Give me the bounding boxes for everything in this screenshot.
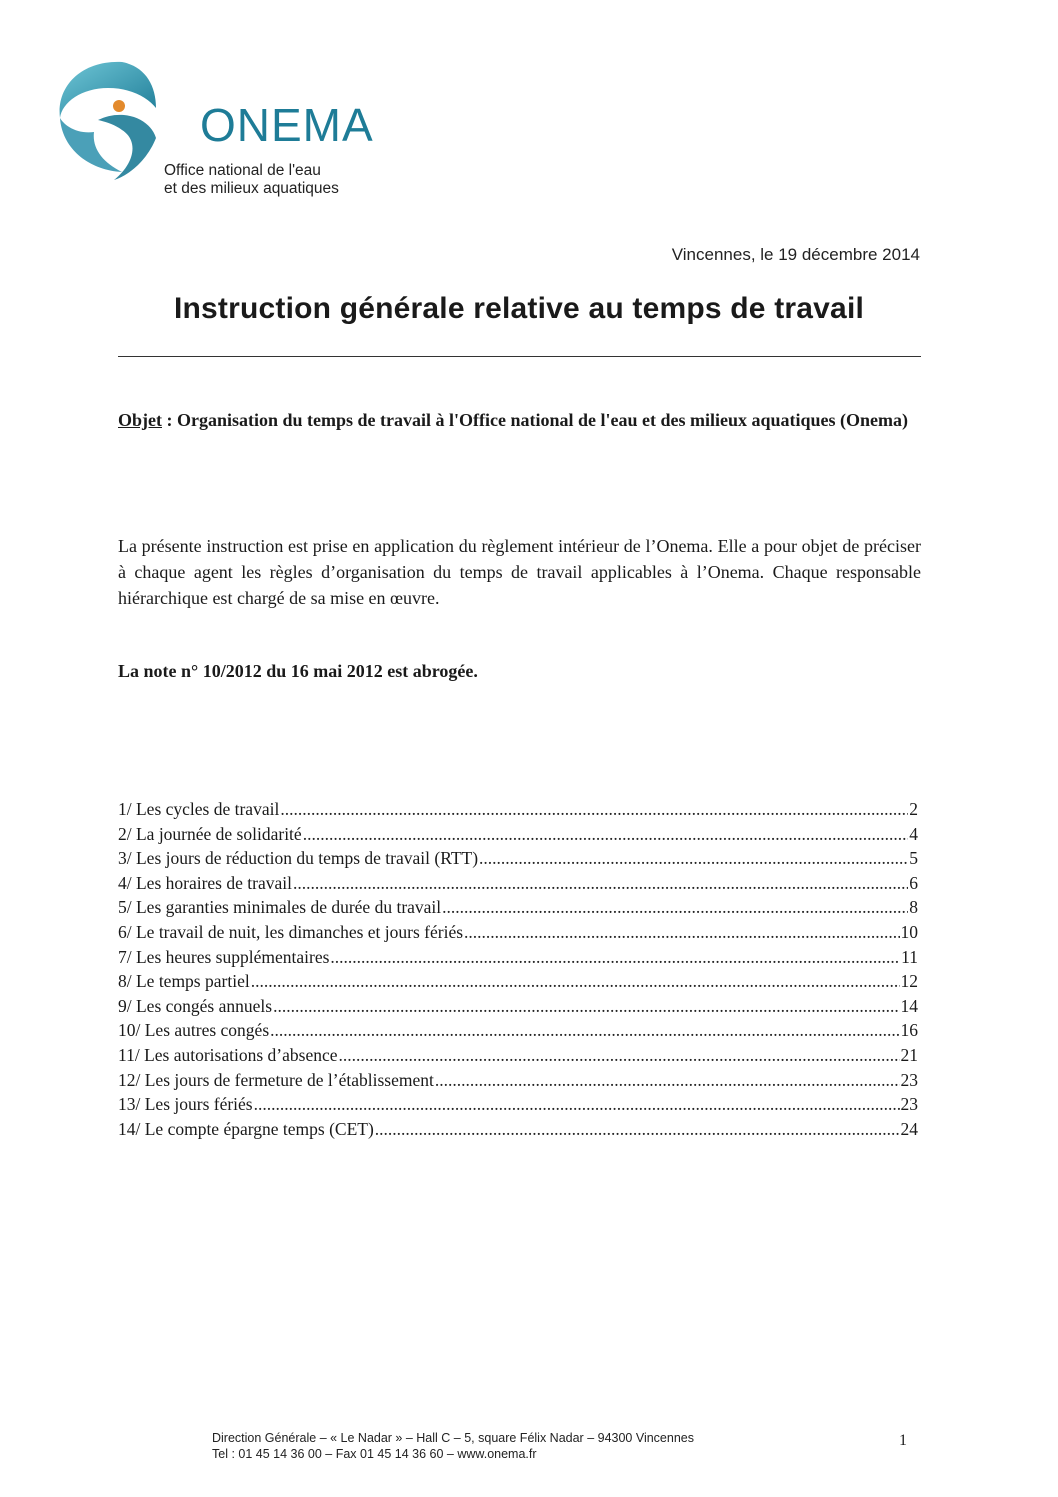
toc-leader-dots (293, 871, 908, 896)
toc-item-title: 3/ Les jours de réduction du temps de travail (RTT) (118, 848, 479, 869)
document-title: Instruction générale relative au temps de travail (173, 292, 865, 325)
toc-item-page: 10 (900, 921, 918, 942)
toc-leader-dots (280, 797, 908, 822)
toc-item-title: 14/ Le compte épargne temps (CET) (118, 1118, 374, 1139)
toc-item-title: 13/ Les jours fériés (118, 1094, 253, 1115)
footer-line-1: Direction Générale – « Le Nadar » – Hall C – 5, square Félix Nadar – 94300 Vincennes (212, 1431, 694, 1445)
toc-item (118, 994, 918, 1019)
toc-item-title: 10/ Les autres congés (118, 1020, 270, 1041)
title-divider (118, 356, 921, 357)
toc-item (118, 822, 918, 847)
toc-item (118, 1068, 918, 1093)
toc-item-page: 24 (900, 1118, 918, 1139)
toc-item-page: 23 (900, 1094, 918, 1115)
onema-logo (52, 58, 382, 198)
footer-address (212, 1430, 694, 1462)
toc-item-title: 5/ Les garanties minimales de durée du travail (118, 897, 442, 918)
toc-item (118, 871, 918, 896)
toc-leader-dots (330, 945, 900, 970)
toc-item-page: 16 (900, 1020, 918, 1041)
page-number: 1 (899, 1432, 907, 1449)
toc-item-title: 12/ Les jours de fermeture de l’établissement (118, 1069, 434, 1090)
toc-leader-dots (254, 1092, 900, 1117)
toc-item-title: 6/ Le travail de nuit, les dimanches et jours fériés (118, 921, 464, 942)
date-line: Vincennes, le 19 décembre 2014 (671, 245, 920, 264)
toc-leader-dots (375, 1117, 900, 1142)
toc-item-title: 1/ Les cycles de travail (118, 799, 280, 819)
toc-item-page: 14 (900, 995, 918, 1016)
toc-leader-dots (339, 1043, 900, 1068)
toc-item-page: 12 (900, 971, 918, 992)
toc-item-page: 23 (900, 1069, 918, 1090)
toc-item-page: 4 (909, 823, 918, 844)
toc-item-title: 9/ Les congés annuels (118, 995, 273, 1016)
table-of-contents (118, 797, 918, 1141)
toc-item (118, 1092, 918, 1117)
toc-leader-dots (442, 895, 908, 920)
toc-item-page: 2 (909, 799, 918, 819)
toc-item (118, 1043, 918, 1068)
toc-item-page: 5 (909, 848, 918, 869)
logo-subtitle-line-1: Office national de l'eau (164, 162, 321, 179)
logo-wordmark: ONEMA (200, 99, 374, 151)
toc-item-page: 21 (900, 1044, 918, 1065)
footer-line-2: Tel : 01 45 14 36 00 – Fax 01 45 14 36 60 – www.onema.fr (212, 1447, 537, 1461)
toc-leader-dots (270, 1018, 899, 1043)
toc-item (118, 920, 918, 945)
toc-item-title: 4/ Les horaires de travail (118, 872, 292, 893)
toc-item-title: 2/ La journée de solidarité (118, 823, 302, 844)
toc-item-title: 11/ Les autorisations d’absence (118, 1044, 338, 1065)
objet-label: Objet (118, 410, 162, 430)
logo-subtitle (164, 162, 339, 198)
toc-item (118, 797, 918, 822)
objet-text: Organisation du temps de travail à l'Office national de l'eau et des milieux aquatiques (Onema) (177, 410, 909, 430)
objet-separator: : (162, 410, 177, 430)
toc-item (118, 895, 918, 920)
toc-item-page: 8 (909, 897, 918, 918)
toc-item-page: 6 (909, 872, 918, 893)
objet-paragraph (118, 407, 921, 433)
toc-leader-dots (273, 994, 899, 1019)
toc-leader-dots (303, 822, 909, 847)
toc-leader-dots (251, 969, 900, 994)
toc-item-title: 7/ Les heures supplémentaires (118, 946, 330, 967)
toc-item (118, 945, 918, 970)
toc-leader-dots (479, 846, 908, 871)
toc-leader-dots (435, 1068, 900, 1093)
toc-leader-dots (464, 920, 899, 945)
toc-item-page: 11 (901, 946, 918, 967)
logo-subtitle-line-2: et des milieux aquatiques (164, 180, 339, 197)
toc-item (118, 969, 918, 994)
onema-wave-emblem-icon (52, 58, 172, 198)
toc-item-title: 8/ Le temps partiel (118, 971, 250, 992)
intro-paragraph: La présente instruction est prise en application du règlement intérieur de l’Onema. Elle a pour objet de préciser à chaque agent les règles d’organisation du temps de travail applicables à l’Onema. Chaque responsable hiérarchique est chargé de sa mise en œuvre. (118, 536, 921, 608)
toc-item (118, 1117, 918, 1142)
toc-item (118, 1018, 918, 1043)
toc-item (118, 846, 918, 871)
abrogation-note: La note n° 10/2012 du 16 mai 2012 est abrogée. (118, 661, 478, 681)
